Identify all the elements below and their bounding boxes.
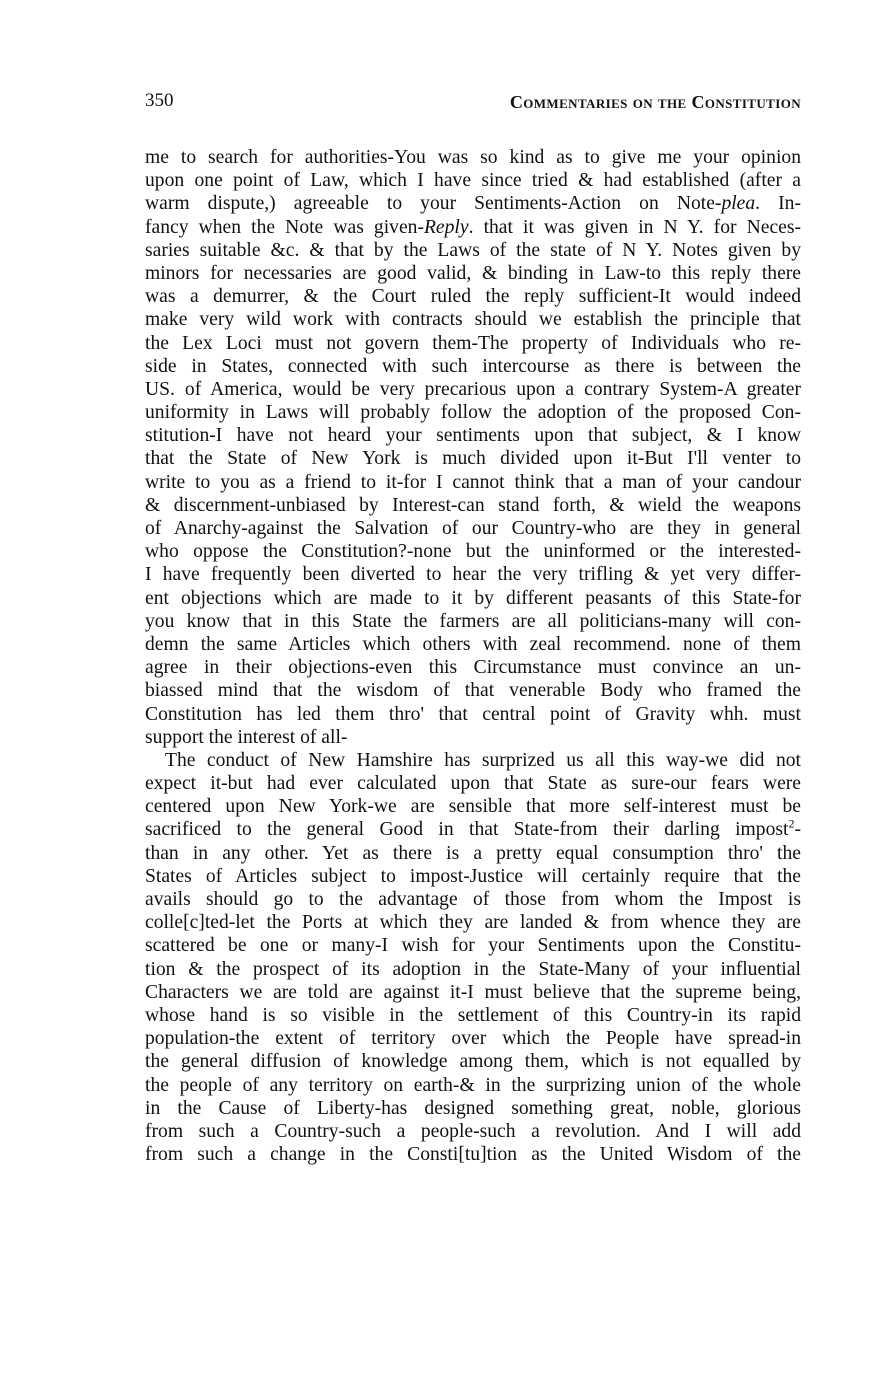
text-line: Characters we are told are against it-I must believe that the supreme being, xyxy=(145,981,801,1003)
text-line: biassed mind that the wisdom of that venerable Body who framed the xyxy=(145,680,801,702)
text-line: warm dispute,) agreeable to your Sentiments-Action on Note-plea. In- xyxy=(145,193,801,215)
italic-term: Reply xyxy=(423,216,469,238)
text-line: of Anarchy-against the Salvation of our Country-who are they in general xyxy=(145,518,801,539)
text-line: support the interest of all- xyxy=(145,726,348,748)
text-line: in the Cause of Liberty-has designed something great, noble, glorious xyxy=(145,1097,801,1119)
text-line: write to you as a friend to it-for I cannot think that a man of your candour xyxy=(145,471,801,493)
text-line: demn the same Articles which others with zeal recommend. none of them xyxy=(145,633,801,655)
text-line: States of Articles subject to impost-Justice will certainly require that the xyxy=(145,865,801,887)
text-line: avails should go to the advantage of those from whom the Impost is xyxy=(145,889,801,910)
running-head xyxy=(145,90,801,120)
text-line: you know that in this State the farmers are all politicians-many will con- xyxy=(145,610,801,632)
paragraph xyxy=(145,749,801,1166)
text-line: Constitution has led them thro' that central point of Gravity whh. must xyxy=(145,703,801,725)
text-line: ent objections which are made to it by different peasants of this State-for xyxy=(145,587,801,609)
text-line: me to search for authorities-You was so kind as to give me your opinion xyxy=(145,147,801,168)
text-line: stitution-I have not heard your sentiments upon that subject, & I know xyxy=(145,425,801,447)
text-line: tion & the prospect of its adoption in the State-Many of your influential xyxy=(145,958,801,980)
text-line: saries suitable &c. & that by the Laws of the state of N Y. Notes given by xyxy=(145,239,801,261)
text-line: & discernment-unbiased by Interest-can stand forth, & wield the weapons xyxy=(145,494,801,516)
text-line: from such a change in the Consti[tu]tion as the United Wisdom of the xyxy=(145,1144,801,1166)
text-line: centered upon New York-we are sensible that more self-interest must be xyxy=(145,796,801,818)
text-line: upon one point of Law, which I have since tried & had established (after a xyxy=(145,170,801,192)
text-line: from such a Country-such a people-such a revolution. And I will add xyxy=(145,1120,801,1142)
text-line: the general diffusion of knowledge among them, which is not equalled by xyxy=(145,1051,801,1073)
text-line: the people of any territory on earth-& in the surprizing union of the whole xyxy=(145,1074,801,1096)
text-line: The conduct of New Hamshire has surprized us all this way-we did not xyxy=(165,749,801,771)
text-line: population-the extent of territory over which the People have spread-in xyxy=(145,1028,801,1050)
text-line: make very wild work with contracts should we establish the principle that xyxy=(145,309,801,331)
text-line: sacrificed to the general Good in that State-from their darling impost$^2$- xyxy=(145,816,801,841)
text-line: than in any other. Yet as there is a pretty equal consumption thro' the xyxy=(145,842,801,864)
text-line: was a demurrer, & the Court ruled the reply sufficient-It would indeed xyxy=(145,286,801,308)
text-line: that the State of New York is much divided upon it-But I'll venter to xyxy=(145,448,801,470)
text-line: agree in their objections-even this Circumstance must convince an un- xyxy=(145,657,801,679)
text-line: scattered be one or many-I wish for your Sentiments upon the Constitu- xyxy=(145,935,801,957)
text-line: US. of America, would be very precarious upon a contrary System-A greater xyxy=(145,378,801,400)
text-line: uniformity in Laws will probably follow the adoption of the proposed Con- xyxy=(145,402,801,424)
paragraph xyxy=(145,146,801,749)
body-text xyxy=(145,146,801,1166)
text-line: whose hand is so visible in the settlement of this Country-in its rapid xyxy=(145,1004,801,1026)
text-line: minors for necessaries are good valid, & binding in Law-to this reply there xyxy=(145,262,801,284)
text-line: who oppose the Constitution?-none but the uninformed or the interested- xyxy=(145,541,801,563)
page-number: 350 xyxy=(145,90,174,111)
footnote-marker: 2 xyxy=(788,816,795,831)
text-line: colle[c]ted-let the Ports at which they are landed & from whence they are xyxy=(145,912,801,934)
text-line: expect it-but had ever calculated upon that State as sure-our fears were xyxy=(145,773,801,795)
running-title: Commentaries on the Constitution xyxy=(509,92,801,112)
book-page xyxy=(145,90,801,1166)
text-line: side in States, connected with such intercourse as there is between the xyxy=(145,355,801,377)
text-line: I have frequently been diverted to hear the very trifling & yet very differ- xyxy=(145,564,801,586)
italic-term: plea xyxy=(721,193,756,215)
text-line: the Lex Loci must not govern them-The property of Individuals who re- xyxy=(145,332,801,354)
text-line: fancy when the Note was given-Reply. that it was given in N Y. for Neces- xyxy=(145,216,801,238)
